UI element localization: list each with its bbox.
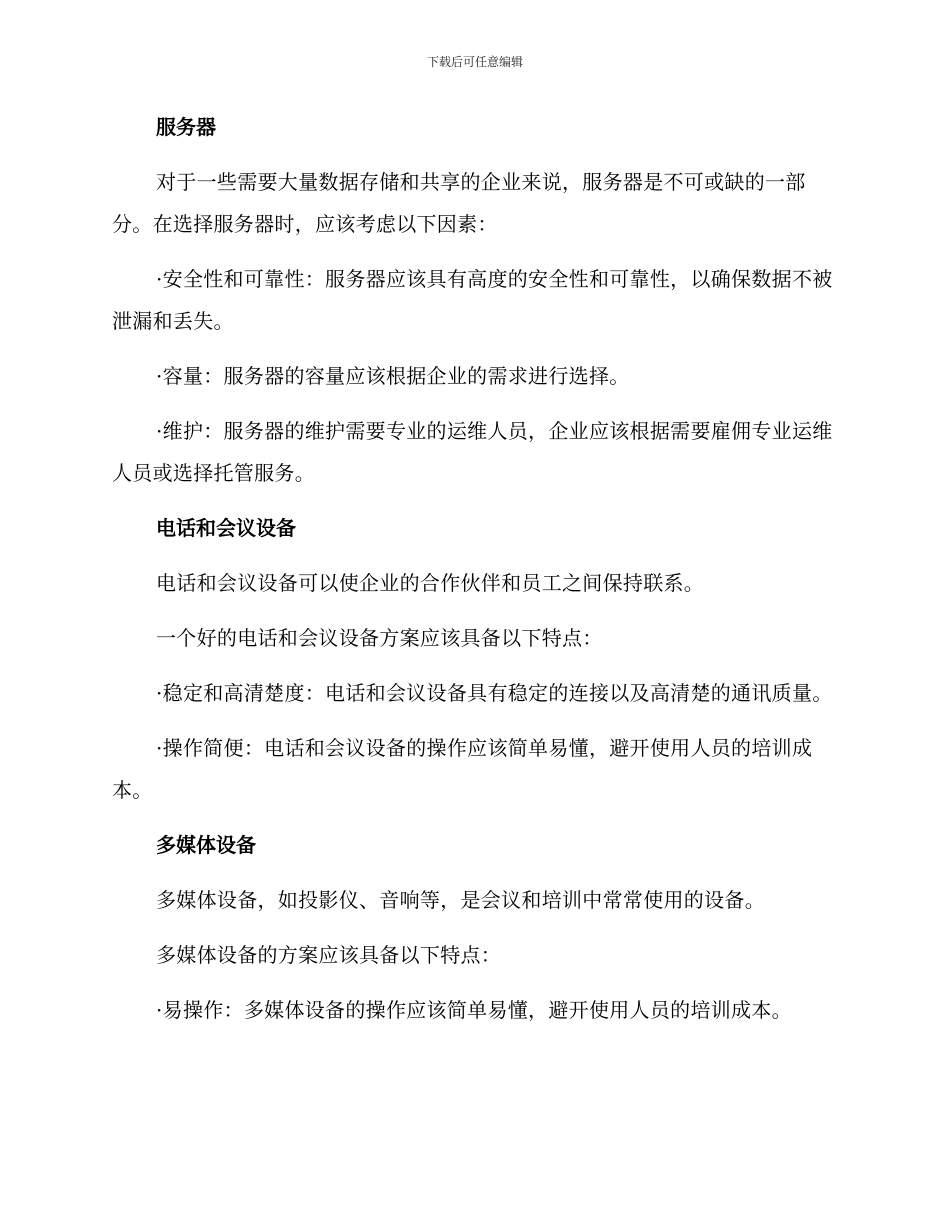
document-body (112, 106, 834, 1044)
section-heading: 多媒体设备 (156, 833, 256, 857)
paragraph: 多媒体设备的方案应该具备以下特点： (156, 943, 502, 967)
paragraph: 电话和会议设备可以使企业的合作伙伴和员工之间保持联系。 (156, 571, 705, 595)
bullet-paragraph: ·易操作：多媒体设备的操作应该简单易懂，避开使用人员的培训成本。 (156, 998, 792, 1022)
bullet-paragraph: ·安全性和可靠性：服务器应该具有高度的安全性和可靠性，以确保数据不被泄漏和丢失。 (112, 267, 833, 333)
section-server (112, 106, 834, 494)
section-heading: 服务器 (156, 115, 216, 139)
section-phone-conference (112, 507, 834, 811)
bullet-paragraph: ·稳定和高清楚度：电话和会议设备具有稳定的连接以及高清楚的通讯质量。 (156, 681, 833, 705)
bullet-paragraph: ·维护：服务器的维护需要专业的运维人员，企业应该根据需要雇佣专业运维人员或选择托管服务。 (112, 419, 833, 485)
bullet-paragraph: ·操作简便：电话和会议设备的操作应该简单易懂，避开使用人员的培训成本。 (112, 736, 813, 802)
section-heading: 电话和会议设备 (156, 516, 296, 540)
bullet-paragraph: ·容量：服务器的容量应该根据企业的需求进行选择。 (156, 364, 630, 388)
page-header: 下载后可任意编辑 (426, 55, 523, 69)
paragraph: 对于一些需要大量数据存储和共享的企业来说，服务器是不可或缺的一部分。在选择服务器时，应该考虑以下因素： (112, 170, 806, 236)
paragraph: 多媒体设备，如投影仪、音响等，是会议和培训中常常使用的设备。 (156, 888, 765, 912)
paragraph: 一个好的电话和会议设备方案应该具备以下特点： (156, 626, 603, 650)
section-multimedia (112, 824, 834, 1031)
